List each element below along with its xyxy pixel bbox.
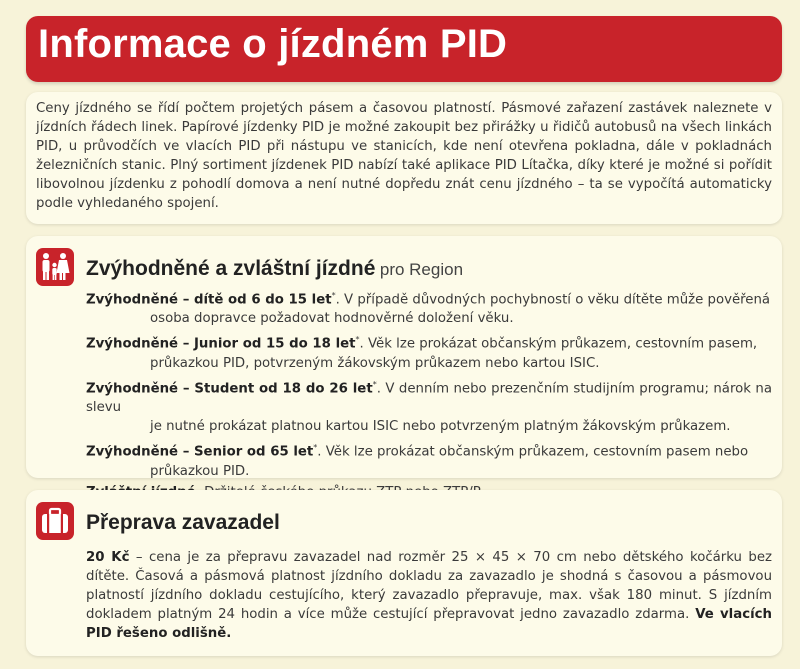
row-text-cont: je nutné prokázat platnou kartou ISIC nebo potvrzeným platným žákovským průkazem. bbox=[150, 419, 731, 435]
row-text-cont: osoba dopravce požadovat hodnověrné doložení věku. bbox=[150, 311, 514, 327]
discount-row-junior: Zvýhodněné – Junior od 15 do 18 let*. Věk lze prokázat občanským průkazem, cestovním pasem, průkazkou PID, potvrzeným žákovským průkazem nebo kartou ISIC. bbox=[86, 330, 772, 372]
suitcase-icon bbox=[36, 502, 74, 540]
luggage-price: 20 Kč bbox=[86, 550, 130, 565]
row-heading: Zvýhodněné – Junior od 15 do 18 let bbox=[86, 336, 356, 352]
footnote-marker: * bbox=[331, 291, 336, 300]
row-text: V případě důvodných pochybností o věku dítěte může pověřená bbox=[344, 292, 771, 308]
footnote-marker: * bbox=[372, 379, 377, 389]
luggage-body: – cena je za přepravu zavazadel nad rozměr 25 × 45 × 70 cm nebo dětského kočárku bez dítěte. Časová a pásmová platnost jízdního dokladu za zavazadlo je shodná s časovou a pásmovou platností jízdního dokladu cestujícího, který zavazadlo přepravuje, max. však 180 minut. S jízdním dokladem platným 24 hodin a více může cestující přepravovat jedno zavazadlo zdarma. bbox=[86, 550, 772, 622]
luggage-text bbox=[86, 548, 772, 643]
luggage-note: Ve vlacích PID řešeno odlišně. bbox=[86, 607, 772, 641]
row-text: Věk lze prokázat občanským průkazem, cestovním pasem nebo bbox=[325, 444, 749, 460]
intro-panel bbox=[26, 92, 782, 224]
row-text-cont: průkazkou PID, potvrzeným žákovským průkazem nebo kartou ISIC. bbox=[150, 355, 600, 371]
intro-text: Ceny jízdného se řídí počtem projetých pásem a časovou platností. Pásmové zařazení zastávek naleznete v jízdních řádech linek. Papírové jízdenky PID je možné zakoupit bez přirážky u řidičů autobusů na všech linkách PID, u průvodčích ve vlacích PID při nástupu ve stanicích, kde není otevřena pokladna, dále v pokladnách železničních stanic. Plný sortiment jízdenek PID nabízí také aplikace PID Lítačka, díky které je možné si pořídit libovolnou jízdenku z pohodlí domova a není nutné dopředu znát cenu jízdného – ta se vypočítá automaticky podle vyhledaného spojení. bbox=[36, 101, 772, 211]
family-icon bbox=[36, 248, 74, 286]
luggage-panel bbox=[26, 490, 782, 656]
luggage-title-main: Přeprava zavazadel bbox=[86, 511, 280, 534]
row-text: Věk lze prokázat občanským průkazem, cestovním pasem, bbox=[367, 336, 758, 352]
discount-list bbox=[86, 286, 772, 504]
discount-title bbox=[86, 257, 463, 281]
luggage-title bbox=[86, 511, 280, 535]
row-heading: Zvýhodněné – dítě od 6 do 15 let bbox=[86, 292, 332, 308]
discount-row-student: Zvýhodněné – Student od 18 do 26 let*. V denním nebo prezenčním studijním programu; nárok na slevu je nutné prokázat platnou kartou ISIC nebo potvrzeným platným žákovským průkazem. bbox=[86, 379, 772, 435]
discount-row-child: Zvýhodněné – dítě od 6 do 15 let*. V případě důvodných pochybností o věku dítěte může pověřená osoba dopravce požadovat hodnověrné doložení věku. bbox=[86, 291, 771, 327]
footnote-marker: * bbox=[313, 443, 318, 453]
row-text: V denním nebo prezenčním studijním programu; nárok na slevu bbox=[86, 381, 772, 416]
title-bar bbox=[26, 16, 782, 82]
page-title: Informace o jízdném PID bbox=[38, 22, 508, 66]
footnote-marker: * bbox=[355, 335, 360, 345]
row-heading: Zvýhodněné – Student od 18 do 26 let bbox=[86, 381, 373, 397]
discount-title-sub: pro Region bbox=[379, 260, 464, 279]
row-text-cont: průkazkou PID. bbox=[150, 463, 250, 479]
discount-title-main: Zvýhodněné a zvláštní jízdné bbox=[86, 257, 376, 280]
row-heading: Zvýhodněné – Senior od 65 let bbox=[86, 444, 314, 460]
discount-row-senior: Zvýhodněné – Senior od 65 let*. Věk lze prokázat občanským průkazem, cestovním pasem nebo průkazkou PID. bbox=[86, 438, 772, 480]
discount-panel bbox=[26, 236, 782, 478]
